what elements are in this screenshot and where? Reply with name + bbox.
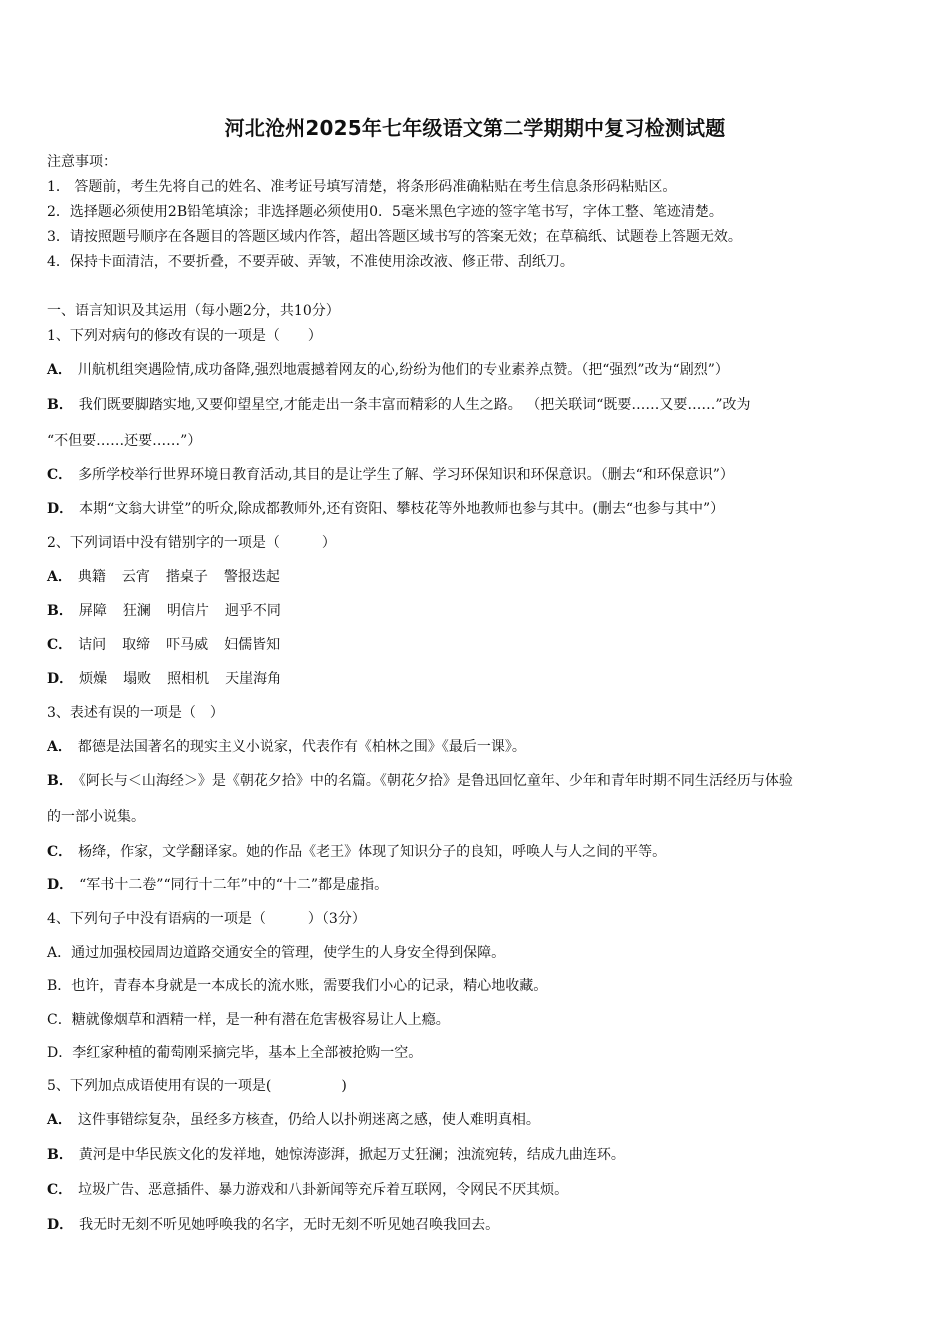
question-3-option-d — [47, 876, 388, 894]
option-word: 烦燥 — [79, 671, 108, 687]
question-2-option-a — [47, 568, 280, 586]
option-text: 川航机组突遇险情,成功备降,强烈地震撼着网友的心,纷纷为他们的专业素养点赞。（把“强烈”改为“剧烈”） — [77, 362, 729, 378]
question-1-option-d — [47, 500, 724, 518]
option-word: 明信片 — [166, 603, 209, 619]
option-text: 黄河是中华民族文化的发祥地，她惊涛澎湃，掀起万丈狂澜；浊流宛转，结成九曲连环。 — [78, 1147, 625, 1163]
option-word: 天崖海角 — [225, 671, 282, 687]
page-title: 河北沧州2025年七年级语文第二学期期中复习检测试题 — [224, 116, 726, 140]
question-5-stem: 5、下列加点成语使用有误的一项是( ) — [47, 1078, 347, 1094]
option-word: 警报迭起 — [223, 569, 280, 585]
question-1-option-b — [47, 396, 751, 414]
question-5-option-a — [47, 1111, 540, 1129]
question-2-option-b — [47, 602, 281, 620]
option-text: “军书十二卷”“同行十二年”中的“十二”都是虚指。 — [79, 877, 389, 893]
option-label: A． — [47, 362, 72, 378]
question-3-stem: 3、表述有误的一项是（ ） — [47, 705, 224, 721]
question-2-stem: 2、下列词语中没有错别字的一项是（ ） — [47, 535, 336, 551]
option-word: 塌败 — [123, 671, 152, 687]
notice-item-4: 4．保持卡面清洁，不要折叠，不要弄破、弄皱，不准使用涂改液、修正带、刮纸刀。 — [47, 254, 574, 270]
option-text: 垃圾广告、恶意插件、暴力游戏和八卦新闻等充斥着互联网，令网民不厌其烦。 — [78, 1182, 569, 1198]
question-5-option-b — [47, 1146, 625, 1164]
question-4-option-c: C．糖就像烟草和酒精一样，是一种有潜在危害极容易让人上瘾。 — [47, 1012, 450, 1028]
question-1-option-c — [47, 466, 734, 484]
question-5-option-d — [47, 1216, 499, 1234]
option-label: C． — [47, 844, 73, 860]
question-1-option-a — [47, 361, 729, 379]
option-text: 本期“文翁大讲堂”的听众,除成都教师外,还有资阳、攀枝花等外地教师也参与其中。(删去“也参与其中”） — [79, 501, 725, 517]
question-3-option-b-continued: 的一部小说集。 — [47, 809, 145, 825]
question-4-option-b: B．也许，青春本身就是一本成长的流水账，需要我们小心的记录，精心地收藏。 — [47, 978, 548, 994]
option-word: 云宵 — [121, 569, 150, 585]
question-5-option-c — [47, 1181, 568, 1199]
option-text: 都德是法国著名的现实主义小说家，代表作有《柏林之围》《最后一课》。 — [77, 739, 526, 755]
option-label: D． — [47, 671, 74, 687]
question-2-option-d — [47, 670, 281, 688]
option-text: 《阿长与＜山海经＞》是《朝花夕拾》中的名篇。《朝花夕拾》是鲁迅回忆童年、少年和青年时期不同生活经历与体验 — [78, 773, 793, 789]
option-label: B． — [47, 397, 73, 413]
option-label: D． — [47, 1217, 74, 1233]
question-3-option-c — [47, 843, 666, 861]
option-word: 狂澜 — [122, 603, 151, 619]
option-word: 揩桌子 — [165, 569, 208, 585]
option-word: 迥乎不同 — [224, 603, 281, 619]
option-label: D． — [47, 501, 74, 517]
option-label: B． — [47, 603, 73, 619]
question-4-stem: 4、下列句子中没有语病的一项是（ ）（3分） — [47, 911, 366, 927]
option-text: 我无时无刻不听见她呼唤我的名字，无时无刻不听见她召唤我回去。 — [79, 1217, 500, 1233]
option-label: A． — [47, 569, 72, 585]
question-3-option-b — [47, 772, 793, 790]
notice-heading: 注意事项： — [47, 154, 117, 170]
option-word: 诘问 — [78, 637, 107, 653]
question-3-option-a — [47, 738, 526, 756]
option-label: A． — [47, 739, 72, 755]
option-label: B． — [47, 1147, 73, 1163]
question-2-option-c — [47, 636, 280, 654]
option-label: C． — [47, 637, 73, 653]
option-word: 屏障 — [78, 603, 107, 619]
question-1-option-b-continued: “不但要……还要……”） — [47, 433, 202, 449]
option-word: 取缔 — [122, 637, 151, 653]
option-label: C． — [47, 1182, 73, 1198]
notice-item-3: 3．请按照题号顺序在各题目的答题区域内作答，超出答题区域书写的答案无效；在草稿纸、试题卷上答题无效。 — [47, 229, 742, 245]
notice-item-1: 1． 答题前，考生先将自己的姓名、准考证号填写清楚，将条形码准确粘贴在考生信息条形码粘贴区。 — [47, 179, 677, 195]
option-word: 典籍 — [77, 569, 106, 585]
option-text: 杨绛，作家，文学翻译家。她的作品《老王》体现了知识分子的良知，呼唤人与人之间的平等。 — [78, 844, 667, 860]
option-text: 这件事错综复杂，虽经多方核查，仍给人以扑朔迷离之感，使人难明真相。 — [77, 1112, 540, 1128]
option-label: D． — [47, 877, 74, 893]
section-heading: 一、语言知识及其运用（每小题2分，共10分） — [47, 303, 340, 319]
option-text: 我们既要脚踏实地,又要仰望星空,才能走出一条丰富而精彩的人生之路。 （把关联词“既要……又要……”改为 — [78, 397, 751, 413]
option-word: 吓马威 — [166, 637, 209, 653]
option-word: 照相机 — [167, 671, 210, 687]
question-4-option-d: D．李红家种植的葡萄刚采摘完毕，基本上全部被抢购一空。 — [47, 1045, 423, 1061]
notice-item-2: 2．选择题必须使用2B铅笔填涂；非选择题必须使用0．5毫米黑色字迹的签字笔书写，字体工整、笔迹清楚。 — [47, 204, 723, 220]
option-label: C． — [47, 467, 73, 483]
option-label: B． — [47, 773, 73, 789]
option-text: 多所学校举行世界环境日教育活动,其目的是让学生了解、学习环保知识和环保意识。（删去“和环保意识”） — [78, 467, 734, 483]
option-word: 妇儒皆知 — [224, 637, 281, 653]
question-1-stem: 1、下列对病句的修改有误的一项是（ ） — [47, 328, 322, 344]
option-label: A． — [47, 1112, 72, 1128]
question-4-option-a: A．通过加强校园周边道路交通安全的管理，使学生的人身安全得到保障。 — [47, 945, 506, 961]
